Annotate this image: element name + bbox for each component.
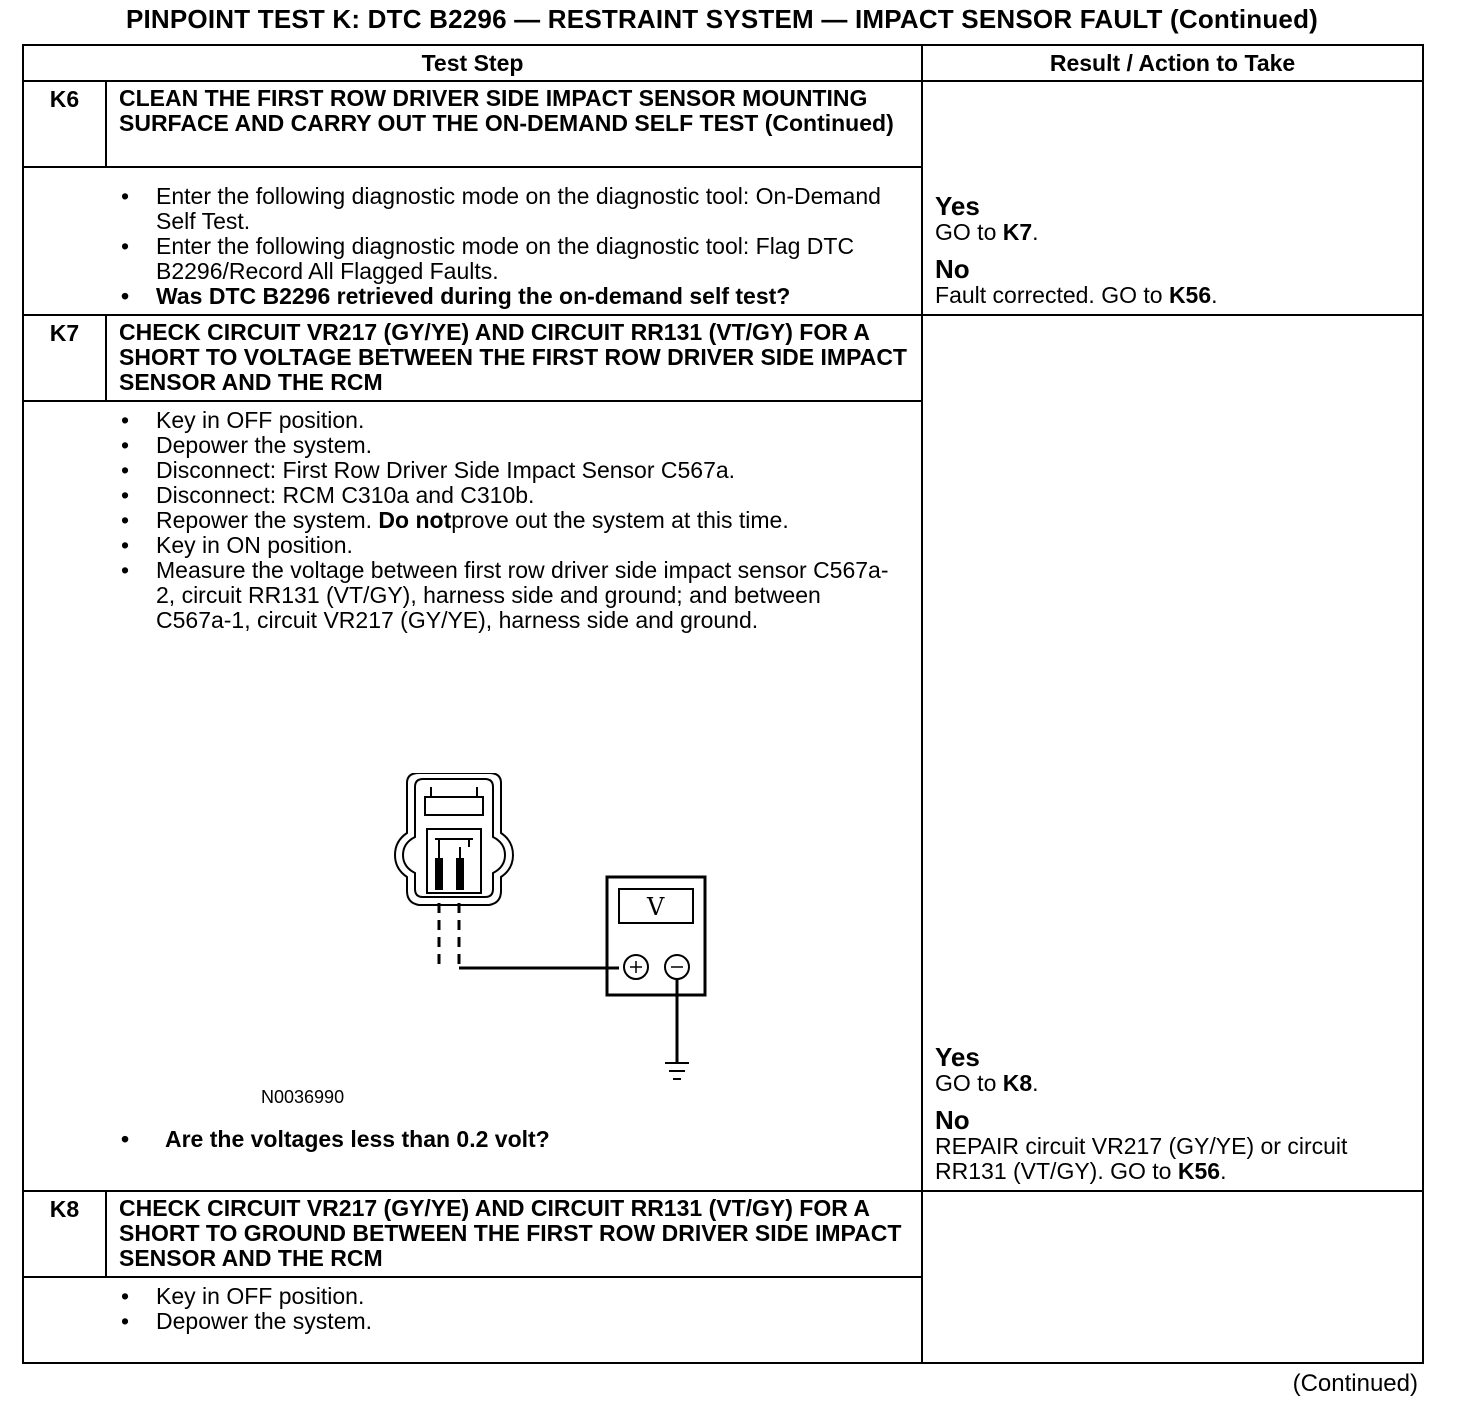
k8-heading-row [23,1191,1423,1277]
k6-yes-link[interactable]: K7 [1002,219,1033,245]
k7-heading: CHECK CIRCUIT VR217 (GY/YE) AND CIRCUIT RR131 (VT/GY) FOR A SHORT TO VOLTAGE BETWEEN THE FIRST ROW DRIVER SIDE IMPACT SENSOR AND THE RCM [106,315,922,401]
meter-symbol: V [647,893,665,921]
step-id-k6: K6 [23,81,106,167]
k7-heading-row [23,315,1423,401]
k8-steps [23,1277,922,1363]
voltmeter-diagram [389,773,739,1103]
k6-no-action: Fault corrected. GO to K56. [935,282,1218,308]
list-item: • Key in OFF position. [119,1284,901,1309]
k6-question: • Was DTC B2296 retrieved during the on-demand self test? [119,284,901,309]
page-title: PINPOINT TEST K: DTC B2296 — RESTRAINT SYSTEM — IMPACT SENSOR FAULT (Continued) [125,4,1319,34]
list-item: • Disconnect: First Row Driver Side Impact Sensor C567a. [119,458,901,483]
k7-yes-action: GO to K8. [935,1070,1039,1096]
k6-result [922,81,1423,315]
k7-result [922,315,1423,1191]
k6-heading-row [23,81,1423,167]
k6-yes-label: Yes [935,191,980,221]
probe-pins [436,847,463,889]
k8-heading: CHECK CIRCUIT VR217 (GY/YE) AND CIRCUIT RR131 (VT/GY) FOR A SHORT TO GROUND BETWEEN THE FIRST ROW DRIVER SIDE IMPACT SENSOR AND THE RCM [106,1191,922,1277]
connector-icon [395,773,513,905]
list-item: • Measure the voltage between first row driver side impact sensor C567a-2, circuit RR131 (VT/GY), harness side and ground; and between C567a-1, circuit VR217 (GY/YE), harness side and ground. [119,558,901,633]
k6-yes-action: GO to K7. [935,219,1039,245]
table-header-row [23,45,1423,81]
harness-wires [439,903,619,969]
list-item: • Repower the system. Do notprove out the system at this time. [119,508,901,533]
k6-steps [23,167,922,315]
result-header: Result / Action to Take [922,45,1423,81]
list-item: • Key in ON position. [119,533,901,558]
k6-no-link[interactable]: K56 [1168,282,1212,308]
step-id-k7: K7 [23,315,106,401]
k7-no-link[interactable]: K56 [1177,1158,1221,1184]
k8-result [922,1191,1423,1363]
pinpoint-test-table [22,44,1424,1364]
k7-steps [23,401,922,1191]
k7-no-action: REPAIR circuit VR217 (GY/YE) or circuit RR131 (VT/GY). GO to K56. [935,1133,1348,1184]
list-item: • Key in OFF position. [119,408,901,433]
step-id-k8: K8 [23,1191,106,1277]
list-item: • Enter the following diagnostic mode on the diagnostic tool: Flag DTC B2296/Record All Flagged Faults. [119,234,901,284]
k6-no-label: No [935,254,970,284]
wiring-figure [119,633,901,1107]
list-item: • Depower the system. [119,1309,901,1334]
figure-id: N0036990 [261,1087,345,1107]
test-step-header: Test Step [23,45,922,81]
k7-question: • Are the voltages less than 0.2 volt? [119,1127,901,1152]
k7-yes-label: Yes [935,1042,980,1072]
list-item: • Enter the following diagnostic mode on the diagnostic tool: On-Demand Self Test. [119,184,901,234]
k7-no-label: No [935,1105,970,1135]
continued-label: (Continued) [1292,1370,1418,1397]
list-item: • Disconnect: RCM C310a and C310b. [119,483,901,508]
k6-heading: CLEAN THE FIRST ROW DRIVER SIDE IMPACT SENSOR MOUNTING SURFACE AND CARRY OUT THE ON-DEMAND SELF TEST (Continued) [106,81,922,167]
k7-yes-link[interactable]: K8 [1002,1070,1033,1096]
list-item: • Depower the system. [119,433,901,458]
